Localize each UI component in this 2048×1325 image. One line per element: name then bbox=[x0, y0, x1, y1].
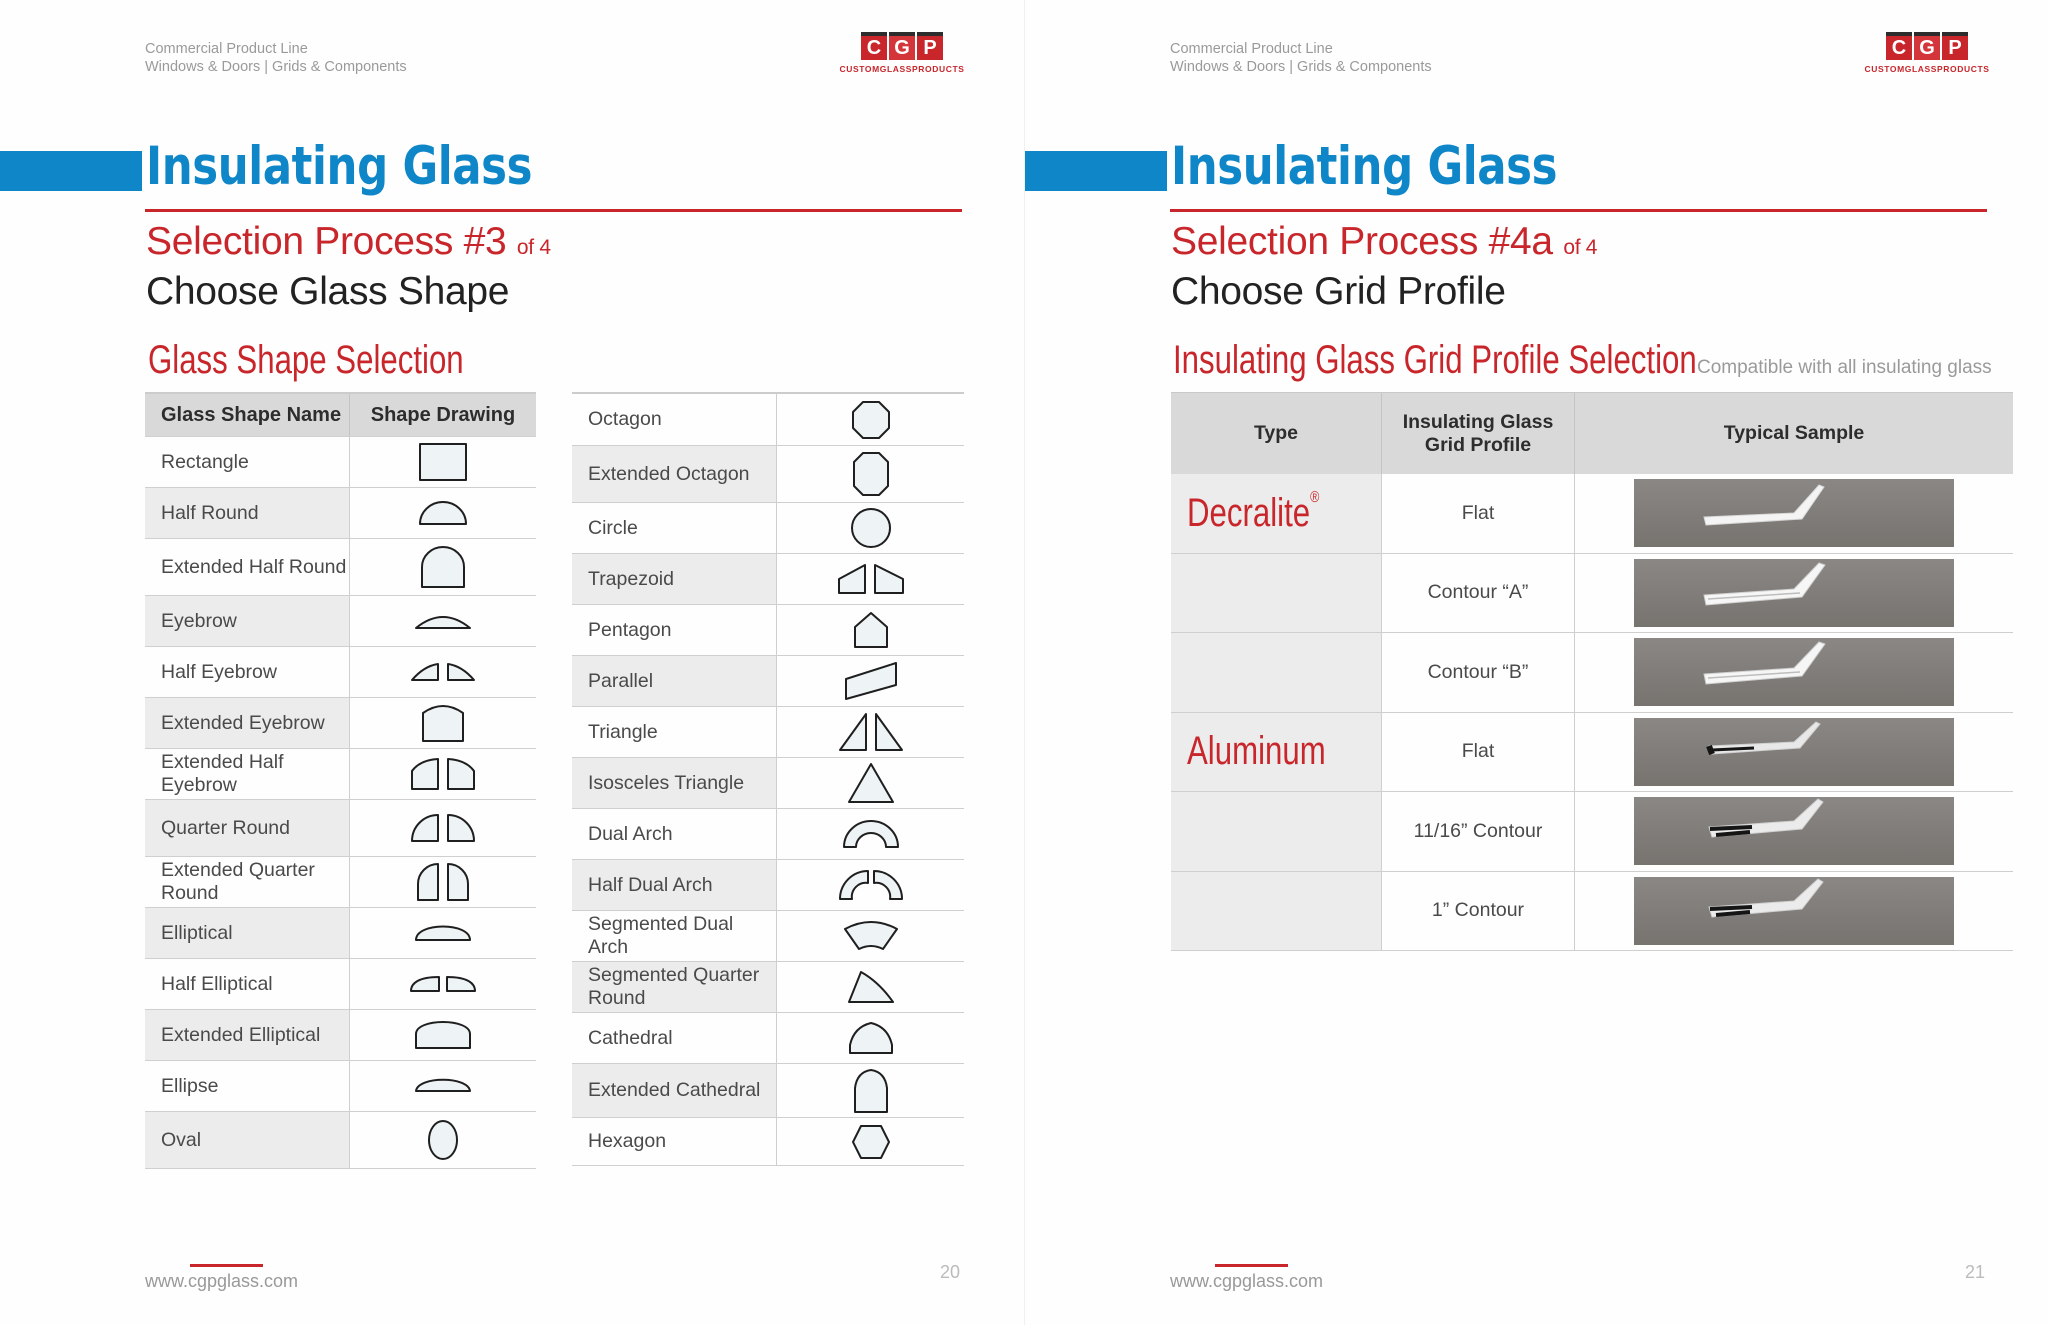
header-shape-name: Glass Shape Name bbox=[145, 394, 350, 436]
extended-elliptical-icon bbox=[350, 1010, 536, 1060]
octagon-icon bbox=[777, 394, 964, 445]
profile-name: Flat bbox=[1382, 713, 1575, 792]
shape-name: Rectangle bbox=[145, 437, 350, 487]
table-header-row bbox=[145, 394, 536, 437]
shape-name: Dual Arch bbox=[572, 809, 777, 859]
header-profile: Insulating Glass Grid Profile bbox=[1382, 393, 1575, 474]
shape-name: Isosceles Triangle bbox=[572, 758, 777, 808]
half-dual-arch-icon bbox=[777, 860, 964, 910]
triangle-icon bbox=[777, 707, 964, 757]
header-line2: Windows & Doors | Grids & Components bbox=[145, 59, 407, 75]
profile-name: 11/16” Contour bbox=[1382, 792, 1575, 871]
type-name: Decralite bbox=[1187, 490, 1311, 535]
table-header-row bbox=[1171, 392, 2013, 474]
type-cell bbox=[1171, 792, 1382, 871]
shape-row bbox=[572, 707, 964, 758]
profile-name: Contour “B” bbox=[1382, 633, 1575, 712]
footer-divider bbox=[1215, 1264, 1288, 1267]
shape-row bbox=[145, 800, 536, 857]
title-divider bbox=[145, 209, 962, 212]
extended-eyebrow-icon bbox=[350, 698, 536, 748]
half-round-icon bbox=[350, 488, 536, 538]
shape-row bbox=[145, 908, 536, 959]
table-row bbox=[1171, 872, 2013, 952]
logo-letter-c: C bbox=[861, 32, 887, 60]
shape-name: Octagon bbox=[572, 394, 777, 445]
header-type: Type bbox=[1171, 393, 1382, 474]
elliptical-icon bbox=[350, 908, 536, 958]
shape-row bbox=[572, 394, 964, 446]
profile-name: 1” Contour bbox=[1382, 872, 1575, 951]
shape-name: Elliptical bbox=[145, 908, 350, 958]
shape-name: Extended Quarter Round bbox=[145, 857, 350, 907]
step-of: of 4 bbox=[516, 236, 551, 259]
shape-name: Extended Eyebrow bbox=[145, 698, 350, 748]
title-accent-bar bbox=[1025, 151, 1167, 191]
parallel-icon bbox=[777, 656, 964, 706]
header-text bbox=[1170, 40, 1432, 76]
logo-letter-p: P bbox=[917, 32, 943, 60]
logo-letter-g: G bbox=[1914, 32, 1940, 60]
quarter-round-icon bbox=[350, 800, 536, 856]
sample-photo bbox=[1634, 479, 1954, 547]
type-label bbox=[1187, 488, 1320, 536]
sample-cell bbox=[1575, 713, 2013, 792]
compatibility-note: Compatible with all insulating glass bbox=[1697, 357, 1992, 378]
segmented-dual-arch-icon bbox=[777, 911, 964, 961]
shape-row bbox=[572, 809, 964, 860]
sample-cell bbox=[1575, 633, 2013, 712]
sample-photo bbox=[1634, 877, 1954, 945]
sample-photo bbox=[1634, 559, 1954, 627]
shape-name: Triangle bbox=[572, 707, 777, 757]
extended-half-eyebrow-icon bbox=[350, 749, 536, 799]
pentagon-icon bbox=[777, 605, 964, 655]
shape-name: Cathedral bbox=[572, 1013, 777, 1063]
shape-name: Extended Half Eyebrow bbox=[145, 749, 350, 799]
right-page bbox=[1024, 0, 2048, 1325]
shape-name: Hexagon bbox=[572, 1118, 777, 1165]
sample-cell bbox=[1575, 474, 2013, 553]
header-line1: Commercial Product Line bbox=[145, 41, 308, 57]
cathedral-icon bbox=[777, 1013, 964, 1063]
step-label: Selection Process #3 bbox=[146, 220, 507, 263]
header-sample: Typical Sample bbox=[1723, 422, 1865, 444]
type-cell bbox=[1171, 554, 1382, 633]
sample-photo bbox=[1634, 797, 1954, 865]
type-label bbox=[1187, 729, 1326, 774]
shape-name: Extended Elliptical bbox=[145, 1010, 350, 1060]
logo-brand: CUSTOMGLASSPRODUCTS bbox=[1864, 64, 1990, 74]
extended-octagon-icon bbox=[777, 446, 964, 502]
page-number: 21 bbox=[1965, 1262, 1986, 1282]
trapezoid-icon bbox=[777, 554, 964, 604]
shape-row bbox=[145, 1061, 536, 1112]
rectangle-icon bbox=[350, 437, 536, 487]
shape-row bbox=[145, 488, 536, 539]
table-row bbox=[1171, 792, 2013, 872]
shape-name: Half Elliptical bbox=[145, 959, 350, 1009]
shape-name: Extended Half Round bbox=[145, 539, 350, 595]
type-cell bbox=[1171, 633, 1382, 712]
shape-name: Quarter Round bbox=[145, 800, 350, 856]
step-of: of 4 bbox=[1563, 236, 1598, 259]
shape-row bbox=[572, 911, 964, 962]
page-subtitle: Choose Glass Shape bbox=[146, 270, 510, 313]
footer-url: www.cgpglass.com bbox=[145, 1271, 299, 1291]
cgp-logo bbox=[838, 32, 966, 88]
cgp-logo bbox=[1863, 32, 1991, 88]
half-eyebrow-icon bbox=[350, 647, 536, 697]
title-divider bbox=[1170, 209, 1987, 212]
shape-row bbox=[145, 539, 536, 596]
footer-url: www.cgpglass.com bbox=[1170, 1271, 1324, 1291]
extended-cathedral-icon bbox=[777, 1064, 964, 1117]
type-cell bbox=[1171, 474, 1382, 553]
shape-row bbox=[145, 437, 536, 488]
shape-name: Trapezoid bbox=[572, 554, 777, 604]
shape-row bbox=[145, 959, 536, 1010]
header-text bbox=[145, 40, 407, 76]
isosceles-triangle-icon bbox=[777, 758, 964, 808]
shape-row bbox=[145, 698, 536, 749]
shape-row bbox=[145, 647, 536, 698]
sample-cell bbox=[1575, 792, 2013, 871]
type-cell bbox=[1171, 713, 1382, 792]
shape-name: Half Dual Arch bbox=[572, 860, 777, 910]
registered-mark: ® bbox=[1310, 488, 1320, 506]
logo-letter-p: P bbox=[1942, 32, 1968, 60]
segmented-quarter-round-icon bbox=[777, 962, 964, 1012]
shape-name: Segmented Quarter Round bbox=[572, 962, 777, 1012]
shape-row bbox=[572, 1064, 964, 1118]
table-row bbox=[1171, 474, 2013, 554]
shape-table-2 bbox=[572, 392, 964, 1166]
shape-name: Half Eyebrow bbox=[145, 647, 350, 697]
logo-letter-c: C bbox=[1886, 32, 1912, 60]
header-line2: Windows & Doors | Grids & Components bbox=[1170, 59, 1432, 75]
shape-name: Segmented Dual Arch bbox=[572, 911, 777, 961]
shape-row bbox=[145, 596, 536, 647]
type-cell bbox=[1171, 872, 1382, 951]
profile-name: Contour “A” bbox=[1382, 554, 1575, 633]
extended-half-round-icon bbox=[350, 539, 536, 595]
shape-row bbox=[572, 503, 964, 554]
shape-row bbox=[145, 857, 536, 908]
logo-letter-g: G bbox=[889, 32, 915, 60]
shape-name: Eyebrow bbox=[145, 596, 350, 646]
page-title: Insulating Glass bbox=[146, 136, 533, 197]
extended-quarter-round-icon bbox=[350, 857, 536, 907]
type-name: Aluminum bbox=[1187, 729, 1326, 774]
half-elliptical-icon bbox=[350, 959, 536, 1009]
shape-table-1 bbox=[145, 392, 536, 1169]
footer-divider bbox=[190, 1264, 263, 1267]
shape-name: Half Round bbox=[145, 488, 350, 538]
title-accent-bar bbox=[0, 151, 142, 191]
sample-photo bbox=[1634, 638, 1954, 706]
shape-name: Oval bbox=[145, 1112, 350, 1168]
hexagon-icon bbox=[777, 1118, 964, 1165]
shape-name: Parallel bbox=[572, 656, 777, 706]
dual-arch-icon bbox=[777, 809, 964, 859]
ellipse-icon bbox=[350, 1061, 536, 1111]
shape-name: Extended Cathedral bbox=[572, 1064, 777, 1117]
shape-row bbox=[572, 962, 964, 1013]
shape-row bbox=[572, 605, 964, 656]
header-shape-drawing: Shape Drawing bbox=[370, 403, 516, 426]
shape-row bbox=[145, 749, 536, 800]
table-row bbox=[1171, 633, 2013, 713]
profile-name: Flat bbox=[1382, 474, 1575, 553]
eyebrow-icon bbox=[350, 596, 536, 646]
shape-row bbox=[572, 554, 964, 605]
table-row bbox=[1171, 554, 2013, 634]
shape-row bbox=[145, 1112, 536, 1169]
shape-name: Ellipse bbox=[145, 1061, 350, 1111]
table-row bbox=[1171, 713, 2013, 793]
step-label: Selection Process #4a bbox=[1171, 220, 1553, 263]
step-heading bbox=[146, 220, 551, 264]
section-heading: Glass Shape Selection bbox=[148, 338, 464, 382]
shape-row bbox=[572, 446, 964, 503]
grid-profile-table bbox=[1171, 392, 2013, 951]
shape-name: Circle bbox=[572, 503, 777, 553]
sample-photo bbox=[1634, 718, 1954, 786]
shape-row bbox=[572, 1013, 964, 1064]
shape-row bbox=[572, 656, 964, 707]
shape-name: Extended Octagon bbox=[572, 446, 777, 502]
shape-row bbox=[572, 860, 964, 911]
sample-cell bbox=[1575, 872, 2013, 951]
page-number: 20 bbox=[940, 1262, 961, 1282]
shape-row bbox=[572, 1118, 964, 1166]
page-title: Insulating Glass bbox=[1171, 136, 1558, 197]
shape-name: Pentagon bbox=[572, 605, 777, 655]
logo-brand: CUSTOMGLASSPRODUCTS bbox=[839, 64, 965, 74]
shape-row bbox=[145, 1010, 536, 1061]
section-heading: Insulating Glass Grid Profile Selection bbox=[1173, 338, 1697, 382]
sample-cell bbox=[1575, 554, 2013, 633]
oval-icon bbox=[350, 1112, 536, 1168]
page-subtitle: Choose Grid Profile bbox=[1171, 270, 1506, 313]
step-heading bbox=[1171, 220, 1597, 264]
header-line1: Commercial Product Line bbox=[1170, 41, 1333, 57]
shape-row bbox=[572, 758, 964, 809]
circle-icon bbox=[777, 503, 964, 553]
